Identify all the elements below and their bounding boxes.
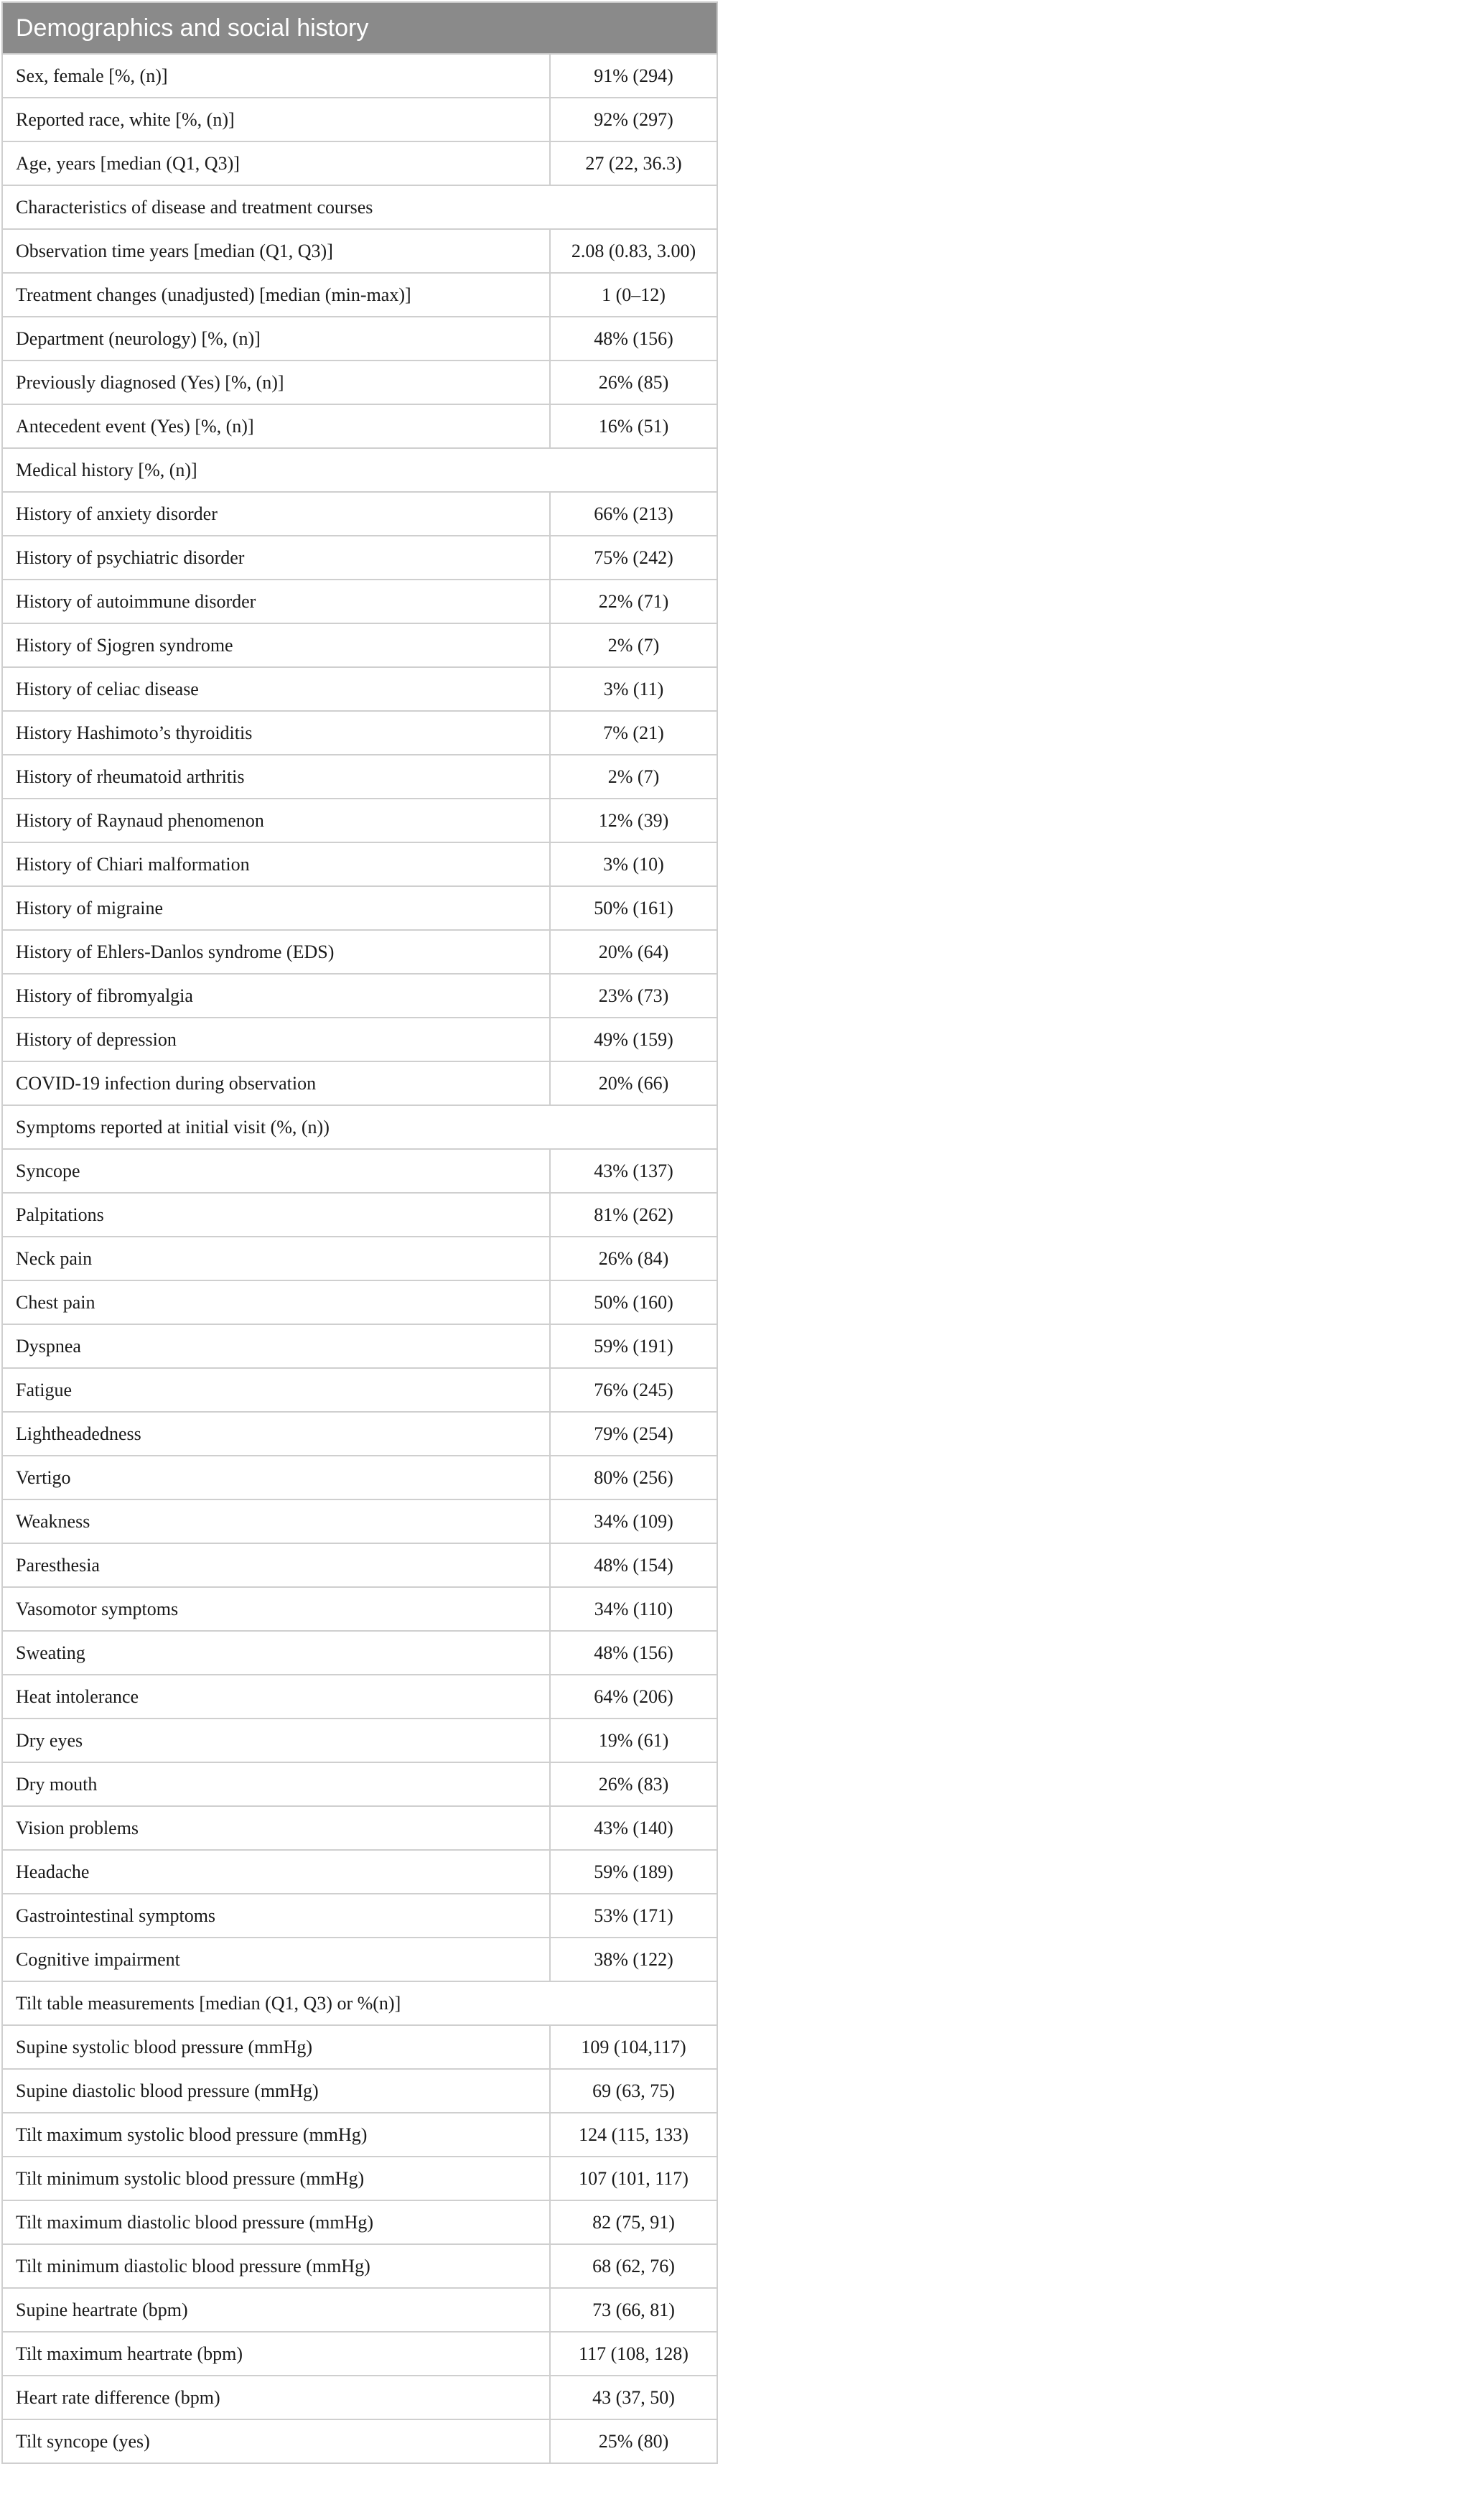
table-row xyxy=(2,580,717,623)
table-row xyxy=(2,229,717,273)
row-value: 81% (262) xyxy=(550,1193,717,1237)
table-row xyxy=(2,1368,717,1412)
table-row xyxy=(2,1061,717,1105)
row-value: 48% (156) xyxy=(550,317,717,361)
row-value: 68 (62, 76) xyxy=(550,2244,717,2288)
row-label: Vertigo xyxy=(2,1456,550,1499)
row-label: History of autoimmune disorder xyxy=(2,580,550,623)
row-label: Observation time years [median (Q1, Q3)] xyxy=(2,229,550,273)
row-label: Tilt syncope (yes) xyxy=(2,2419,550,2463)
table-row xyxy=(2,623,717,667)
table-row xyxy=(2,2069,717,2113)
row-value: 50% (161) xyxy=(550,886,717,930)
table-row xyxy=(2,1762,717,1806)
table-row xyxy=(2,886,717,930)
table-row xyxy=(2,1237,717,1280)
row-value: 16% (51) xyxy=(550,404,717,448)
row-label: Neck pain xyxy=(2,1237,550,1280)
row-label: Treatment changes (unadjusted) [median (min-max)] xyxy=(2,273,550,317)
row-label: History of Sjogren syndrome xyxy=(2,623,550,667)
table-row xyxy=(2,141,717,185)
row-label: Dry eyes xyxy=(2,1719,550,1762)
row-value: 38% (122) xyxy=(550,1938,717,1981)
row-value: 2% (7) xyxy=(550,755,717,799)
row-value: 69 (63, 75) xyxy=(550,2069,717,2113)
row-value: 22% (71) xyxy=(550,580,717,623)
row-value: 23% (73) xyxy=(550,974,717,1018)
row-label: History of depression xyxy=(2,1018,550,1061)
table-row xyxy=(2,2288,717,2332)
section-row xyxy=(2,1981,717,2025)
row-label: Age, years [median (Q1, Q3)] xyxy=(2,141,550,185)
table-row xyxy=(2,2025,717,2069)
table-row xyxy=(2,930,717,974)
row-label: History of Ehlers-Danlos syndrome (EDS) xyxy=(2,930,550,974)
section-row xyxy=(2,1105,717,1149)
row-value: 75% (242) xyxy=(550,536,717,580)
section-label: Tilt table measurements [median (Q1, Q3) or %(n)] xyxy=(2,1981,717,2025)
row-label: Heat intolerance xyxy=(2,1675,550,1719)
row-label: History of celiac disease xyxy=(2,667,550,711)
row-value: 92% (297) xyxy=(550,98,717,141)
row-label: Chest pain xyxy=(2,1280,550,1324)
row-value: 25% (80) xyxy=(550,2419,717,2463)
row-value: 59% (191) xyxy=(550,1324,717,1368)
section-row xyxy=(2,185,717,229)
table-row xyxy=(2,2419,717,2463)
row-label: History Hashimoto’s thyroiditis xyxy=(2,711,550,755)
table-row xyxy=(2,1149,717,1193)
row-value: 43% (140) xyxy=(550,1806,717,1850)
table-row xyxy=(2,2332,717,2376)
table-header-row xyxy=(2,2,717,54)
row-label: History of Chiari malformation xyxy=(2,842,550,886)
demographics-table xyxy=(1,1,718,2464)
row-label: Palpitations xyxy=(2,1193,550,1237)
row-label: Department (neurology) [%, (n)] xyxy=(2,317,550,361)
row-label: Paresthesia xyxy=(2,1543,550,1587)
table-row xyxy=(2,1587,717,1631)
table-row xyxy=(2,2157,717,2200)
table-row xyxy=(2,1018,717,1061)
table-row xyxy=(2,1806,717,1850)
row-label: History of rheumatoid arthritis xyxy=(2,755,550,799)
row-value: 109 (104,117) xyxy=(550,2025,717,2069)
row-value: 12% (39) xyxy=(550,799,717,842)
table-row xyxy=(2,492,717,536)
table-row xyxy=(2,667,717,711)
row-value: 64% (206) xyxy=(550,1675,717,1719)
table-body xyxy=(2,54,717,2463)
row-value: 2% (7) xyxy=(550,623,717,667)
table-row xyxy=(2,2244,717,2288)
table-row xyxy=(2,361,717,404)
row-label: Tilt minimum systolic blood pressure (mmHg) xyxy=(2,2157,550,2200)
table-row xyxy=(2,842,717,886)
table-row xyxy=(2,1938,717,1981)
row-value: 50% (160) xyxy=(550,1280,717,1324)
row-label: Supine diastolic blood pressure (mmHg) xyxy=(2,2069,550,2113)
row-label: History of anxiety disorder xyxy=(2,492,550,536)
table-row xyxy=(2,1193,717,1237)
table-row xyxy=(2,1719,717,1762)
row-value: 20% (66) xyxy=(550,1061,717,1105)
row-label: History of fibromyalgia xyxy=(2,974,550,1018)
row-value: 3% (10) xyxy=(550,842,717,886)
row-value: 59% (189) xyxy=(550,1850,717,1894)
row-label: Headache xyxy=(2,1850,550,1894)
row-label: Sex, female [%, (n)] xyxy=(2,54,550,98)
row-value: 43% (137) xyxy=(550,1149,717,1193)
row-value: 34% (109) xyxy=(550,1499,717,1543)
table-row xyxy=(2,2113,717,2157)
table-row xyxy=(2,273,717,317)
table-row xyxy=(2,98,717,141)
row-value: 80% (256) xyxy=(550,1456,717,1499)
row-label: COVID-19 infection during observation xyxy=(2,1061,550,1105)
row-value: 91% (294) xyxy=(550,54,717,98)
row-value: 124 (115, 133) xyxy=(550,2113,717,2157)
table-row xyxy=(2,1543,717,1587)
row-value: 49% (159) xyxy=(550,1018,717,1061)
table-row xyxy=(2,1675,717,1719)
section-label: Medical history [%, (n)] xyxy=(2,448,717,492)
table-row xyxy=(2,1499,717,1543)
section-label: Symptoms reported at initial visit (%, (n)) xyxy=(2,1105,717,1149)
section-row xyxy=(2,448,717,492)
table-row xyxy=(2,1412,717,1456)
row-label: Heart rate difference (bpm) xyxy=(2,2376,550,2419)
table-row xyxy=(2,1631,717,1675)
table-row xyxy=(2,1456,717,1499)
row-value: 117 (108, 128) xyxy=(550,2332,717,2376)
row-value: 43 (37, 50) xyxy=(550,2376,717,2419)
row-value: 20% (64) xyxy=(550,930,717,974)
table-row xyxy=(2,711,717,755)
row-label: Weakness xyxy=(2,1499,550,1543)
row-value: 107 (101, 117) xyxy=(550,2157,717,2200)
table-row xyxy=(2,1894,717,1938)
row-label: History of migraine xyxy=(2,886,550,930)
row-value: 26% (84) xyxy=(550,1237,717,1280)
table-row xyxy=(2,799,717,842)
row-label: Antecedent event (Yes) [%, (n)] xyxy=(2,404,550,448)
row-label: Dyspnea xyxy=(2,1324,550,1368)
row-label: Reported race, white [%, (n)] xyxy=(2,98,550,141)
row-value: 76% (245) xyxy=(550,1368,717,1412)
table-title: Demographics and social history xyxy=(2,2,717,54)
row-label: Syncope xyxy=(2,1149,550,1193)
table-row xyxy=(2,1280,717,1324)
row-value: 79% (254) xyxy=(550,1412,717,1456)
row-value: 53% (171) xyxy=(550,1894,717,1938)
section-label: Characteristics of disease and treatment courses xyxy=(2,185,717,229)
table-row xyxy=(2,2376,717,2419)
table-row xyxy=(2,536,717,580)
row-value: 27 (22, 36.3) xyxy=(550,141,717,185)
row-label: Lightheadedness xyxy=(2,1412,550,1456)
table-row xyxy=(2,974,717,1018)
row-label: History of psychiatric disorder xyxy=(2,536,550,580)
row-label: Fatigue xyxy=(2,1368,550,1412)
row-label: Gastrointestinal symptoms xyxy=(2,1894,550,1938)
row-value: 48% (154) xyxy=(550,1543,717,1587)
row-label: History of Raynaud phenomenon xyxy=(2,799,550,842)
row-value: 26% (85) xyxy=(550,361,717,404)
row-label: Tilt maximum heartrate (bpm) xyxy=(2,2332,550,2376)
table-row xyxy=(2,404,717,448)
row-value: 1 (0–12) xyxy=(550,273,717,317)
row-label: Tilt maximum diastolic blood pressure (mmHg) xyxy=(2,2200,550,2244)
table-row xyxy=(2,54,717,98)
row-label: Tilt maximum systolic blood pressure (mmHg) xyxy=(2,2113,550,2157)
row-label: Previously diagnosed (Yes) [%, (n)] xyxy=(2,361,550,404)
row-value: 19% (61) xyxy=(550,1719,717,1762)
table-row xyxy=(2,755,717,799)
row-label: Supine heartrate (bpm) xyxy=(2,2288,550,2332)
row-label: Vasomotor symptoms xyxy=(2,1587,550,1631)
table-row xyxy=(2,1324,717,1368)
row-label: Tilt minimum diastolic blood pressure (mmHg) xyxy=(2,2244,550,2288)
row-label: Sweating xyxy=(2,1631,550,1675)
row-label: Vision problems xyxy=(2,1806,550,1850)
row-value: 82 (75, 91) xyxy=(550,2200,717,2244)
row-value: 3% (11) xyxy=(550,667,717,711)
row-value: 7% (21) xyxy=(550,711,717,755)
row-value: 73 (66, 81) xyxy=(550,2288,717,2332)
row-value: 48% (156) xyxy=(550,1631,717,1675)
row-label: Cognitive impairment xyxy=(2,1938,550,1981)
row-value: 26% (83) xyxy=(550,1762,717,1806)
row-value: 34% (110) xyxy=(550,1587,717,1631)
table-row xyxy=(2,317,717,361)
table-row xyxy=(2,1850,717,1894)
row-value: 2.08 (0.83, 3.00) xyxy=(550,229,717,273)
row-value: 66% (213) xyxy=(550,492,717,536)
row-label: Supine systolic blood pressure (mmHg) xyxy=(2,2025,550,2069)
table-row xyxy=(2,2200,717,2244)
row-label: Dry mouth xyxy=(2,1762,550,1806)
